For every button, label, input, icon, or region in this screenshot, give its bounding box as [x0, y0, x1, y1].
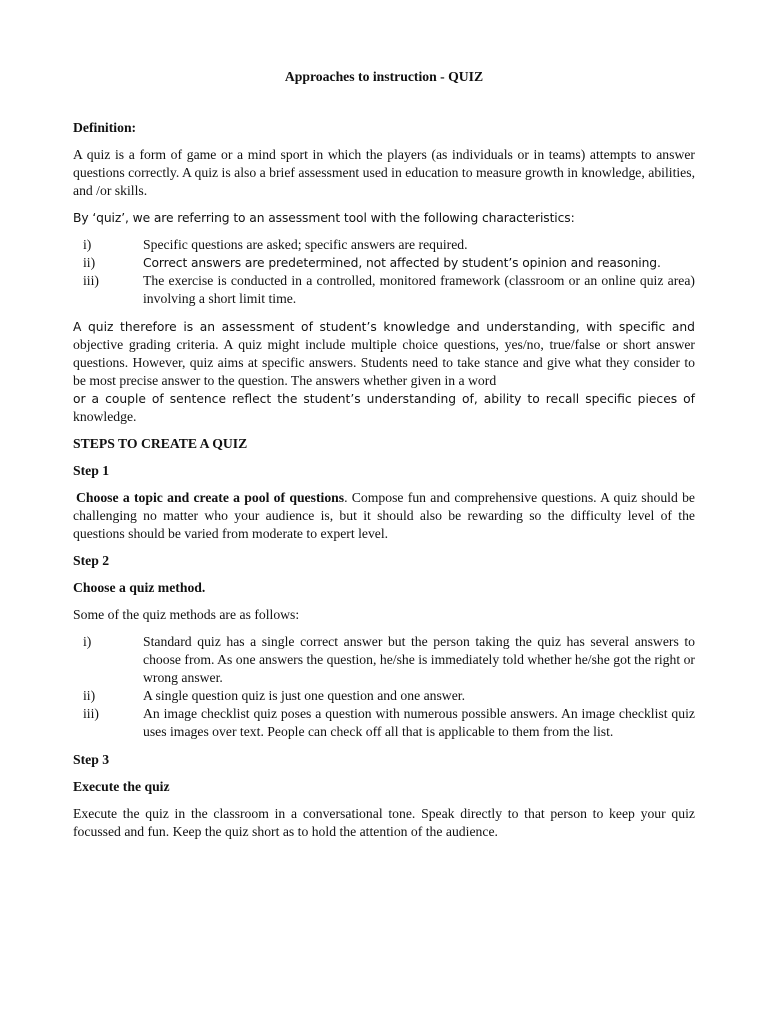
step1-heading: Step 1: [73, 463, 110, 478]
list-marker: ii): [83, 255, 96, 270]
list-item-text: Specific questions are asked; specific answers are required.: [143, 237, 468, 252]
step3-heading: Step 3: [73, 752, 110, 767]
page-title: Approaches to instruction - QUIZ: [284, 69, 484, 84]
list-item: [73, 705, 695, 741]
list-marker: iii): [83, 273, 99, 288]
step1-lead: Choose a topic and create a pool of questions: [76, 490, 345, 505]
characteristics-list: [73, 236, 695, 308]
list-item-text: An image checklist quiz poses a question with numerous possible answers. An image checklist quiz uses images over text. People can check off all that is applicable to them from the list.: [143, 706, 695, 739]
list-item: [73, 272, 695, 308]
list-item-text: The exercise is conducted in a controlled, monitored framework (classroom or an online quiz area) involving a short limit time.: [143, 273, 695, 306]
step1-paragraph: [73, 489, 695, 543]
step1-text: . Compose fun and comprehensive questions. A quiz should be challenging no matter who your audience is, but it should also be rewarding so the difficulty level of the questions should be varied from moderate to expert level.: [73, 490, 695, 541]
document-content: [73, 68, 695, 850]
list-item: [73, 687, 695, 705]
step2-heading: Step 2: [73, 553, 110, 568]
list-item: [73, 236, 695, 254]
step2-intro: Some of the quiz methods are as follows:: [73, 607, 300, 622]
list-marker: i): [83, 237, 92, 252]
step2-subheading: Choose a quiz method.: [73, 580, 206, 595]
assessment-line-1: A quiz therefore is an assessment of student’s knowledge and understanding, with specific and: [73, 320, 695, 334]
list-item-text: Standard quiz has a single correct answer but the person taking the quiz has several answers to choose from. As one answers the question, he/she is immediately told whether he/she got the right or wrong answer.: [143, 634, 695, 685]
list-marker: ii): [83, 688, 96, 703]
list-item: [73, 254, 695, 272]
assessment-paragraph: [73, 318, 695, 426]
list-marker: iii): [83, 706, 99, 721]
assessment-line-2: objective grading criteria. A quiz might include multiple choice questions, yes/no, true/false or short answer questions. However, quiz aims at specific answers. Students need to take stance and give what they consider to be most precise answer to the question. The answers whether given in a word: [73, 337, 695, 388]
assessment-line-4: knowledge.: [73, 409, 137, 424]
step3-paragraph: Execute the quiz in the classroom in a conversational tone. Speak directly to that person to keep your quiz focussed and fun. Keep the quiz short as to hold the attention of the audience.: [73, 806, 695, 839]
definition-heading: Definition:: [73, 120, 137, 135]
assessment-line-3: or a couple of sentence reflect the student’s understanding of, ability to recall specific pieces of: [73, 392, 695, 406]
list-item: [73, 633, 695, 687]
definition-paragraph: A quiz is a form of game or a mind sport in which the players (as individuals or in teams) attempts to answer questions correctly. A quiz is also a brief assessment used in education to measure growth in knowledge, abilities, and /or skills.: [73, 147, 695, 198]
list-item-text: Correct answers are predetermined, not affected by student’s opinion and reasoning.: [143, 256, 661, 270]
list-marker: i): [83, 634, 92, 649]
steps-heading: STEPS TO CREATE A QUIZ: [73, 436, 248, 451]
characteristics-intro: By ‘quiz’, we are referring to an assessment tool with the following characteristics:: [73, 211, 575, 225]
list-item-text: A single question quiz is just one question and one answer.: [143, 688, 465, 703]
step3-subheading: Execute the quiz: [73, 779, 170, 794]
methods-list: [73, 633, 695, 741]
